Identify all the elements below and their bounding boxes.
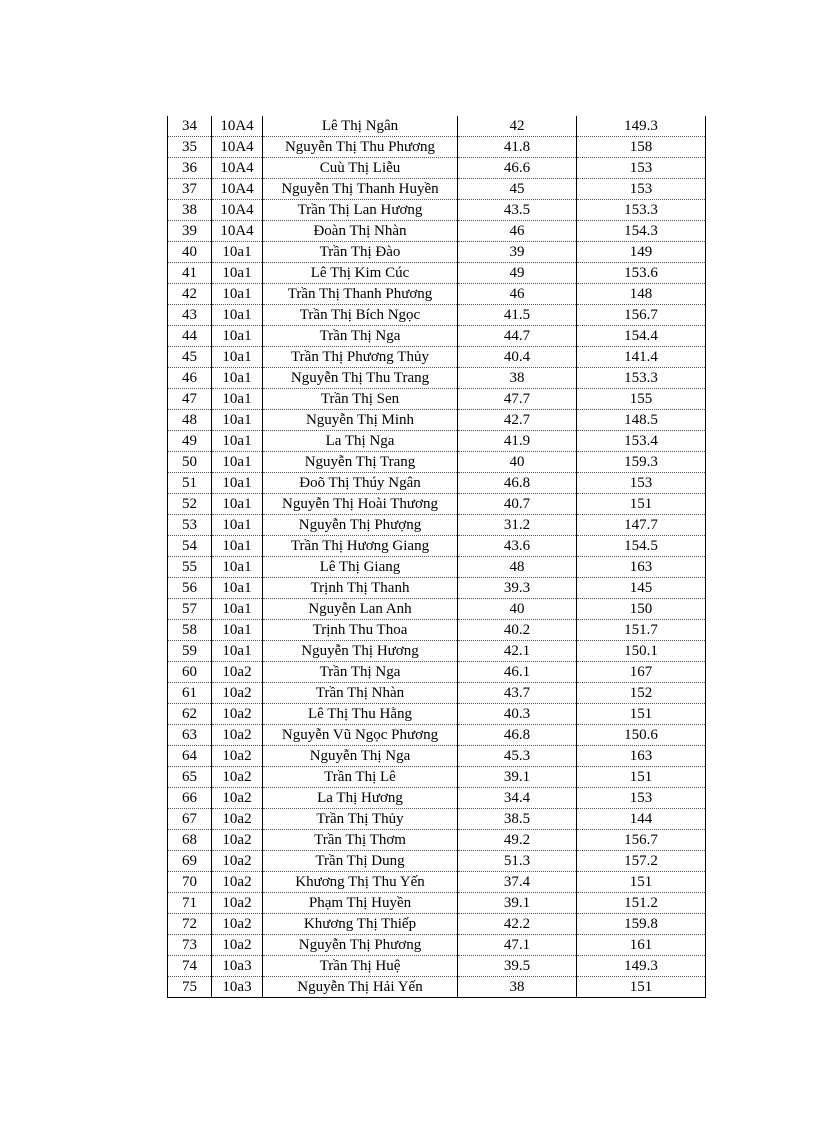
weight-cell: 42.7: [458, 410, 577, 431]
height-cell: 154.3: [577, 221, 706, 242]
row-number: 69: [168, 851, 212, 872]
class-cell: 10A4: [212, 221, 263, 242]
table-row: [168, 473, 706, 494]
class-cell: 10a2: [212, 662, 263, 683]
row-number: 62: [168, 704, 212, 725]
height-cell: 153: [577, 158, 706, 179]
name-cell: Trần Thị Đào: [263, 242, 458, 263]
weight-cell: 46.6: [458, 158, 577, 179]
class-cell: 10A4: [212, 158, 263, 179]
table-row: [168, 578, 706, 599]
height-cell: 163: [577, 557, 706, 578]
table-row: [168, 935, 706, 956]
height-cell: 159.3: [577, 452, 706, 473]
weight-cell: 40.3: [458, 704, 577, 725]
table-row: [168, 725, 706, 746]
name-cell: Trần Thị Nhàn: [263, 683, 458, 704]
row-number: 70: [168, 872, 212, 893]
height-cell: 149.3: [577, 116, 706, 137]
name-cell: Trần Thị Hương Giang: [263, 536, 458, 557]
class-cell: 10A4: [212, 137, 263, 158]
table-row: [168, 746, 706, 767]
height-cell: 144: [577, 809, 706, 830]
class-cell: 10a2: [212, 851, 263, 872]
table-row: [168, 431, 706, 452]
class-cell: 10a2: [212, 893, 263, 914]
weight-cell: 49: [458, 263, 577, 284]
name-cell: Phạm Thị Huyền: [263, 893, 458, 914]
row-number: 74: [168, 956, 212, 977]
weight-cell: 43.5: [458, 200, 577, 221]
weight-cell: 46.8: [458, 473, 577, 494]
table-row: [168, 893, 706, 914]
weight-cell: 39.5: [458, 956, 577, 977]
height-cell: 153.3: [577, 368, 706, 389]
weight-cell: 41.8: [458, 137, 577, 158]
name-cell: Trần Thị Nga: [263, 326, 458, 347]
weight-cell: 42.1: [458, 641, 577, 662]
name-cell: Trần Thị Phương Thủy: [263, 347, 458, 368]
table-row: [168, 242, 706, 263]
table-row: [168, 851, 706, 872]
height-cell: 148.5: [577, 410, 706, 431]
height-cell: 150.1: [577, 641, 706, 662]
height-cell: 153.4: [577, 431, 706, 452]
row-number: 52: [168, 494, 212, 515]
height-cell: 153.6: [577, 263, 706, 284]
table-row: [168, 326, 706, 347]
weight-cell: 39.1: [458, 767, 577, 788]
table-row: [168, 179, 706, 200]
table-row: [168, 620, 706, 641]
height-cell: 154.4: [577, 326, 706, 347]
table-row: [168, 683, 706, 704]
row-number: 40: [168, 242, 212, 263]
row-number: 34: [168, 116, 212, 137]
class-cell: 10a1: [212, 452, 263, 473]
name-cell: Trần Thị Bích Ngọc: [263, 305, 458, 326]
row-number: 53: [168, 515, 212, 536]
weight-cell: 45.3: [458, 746, 577, 767]
name-cell: Nguyễn Thị Hải Yến: [263, 977, 458, 998]
table-row: [168, 914, 706, 935]
row-number: 65: [168, 767, 212, 788]
height-cell: 151.7: [577, 620, 706, 641]
weight-cell: 47.7: [458, 389, 577, 410]
height-cell: 149: [577, 242, 706, 263]
weight-cell: 39.3: [458, 578, 577, 599]
row-number: 39: [168, 221, 212, 242]
height-cell: 150: [577, 599, 706, 620]
row-number: 51: [168, 473, 212, 494]
name-cell: Trần Thị Thơm: [263, 830, 458, 851]
weight-cell: 44.7: [458, 326, 577, 347]
row-number: 58: [168, 620, 212, 641]
class-cell: 10a1: [212, 620, 263, 641]
class-cell: 10a1: [212, 347, 263, 368]
table-row: [168, 347, 706, 368]
class-cell: 10a1: [212, 536, 263, 557]
height-cell: 159.8: [577, 914, 706, 935]
class-cell: 10A4: [212, 179, 263, 200]
height-cell: 163: [577, 746, 706, 767]
row-number: 59: [168, 641, 212, 662]
weight-cell: 40.7: [458, 494, 577, 515]
row-number: 35: [168, 137, 212, 158]
row-number: 55: [168, 557, 212, 578]
class-cell: 10a2: [212, 788, 263, 809]
class-cell: 10a2: [212, 767, 263, 788]
name-cell: Đoàn Thị Nhàn: [263, 221, 458, 242]
name-cell: Trần Thị Lan Hương: [263, 200, 458, 221]
table-row: [168, 557, 706, 578]
class-cell: 10a1: [212, 242, 263, 263]
weight-cell: 40.2: [458, 620, 577, 641]
height-cell: 149.3: [577, 956, 706, 977]
table-row: [168, 452, 706, 473]
weight-cell: 40.4: [458, 347, 577, 368]
row-number: 43: [168, 305, 212, 326]
table-row: [168, 830, 706, 851]
table-row: [168, 137, 706, 158]
row-number: 60: [168, 662, 212, 683]
height-cell: 153: [577, 179, 706, 200]
height-cell: 167: [577, 662, 706, 683]
row-number: 41: [168, 263, 212, 284]
class-cell: 10a1: [212, 641, 263, 662]
row-number: 63: [168, 725, 212, 746]
weight-cell: 41.5: [458, 305, 577, 326]
weight-cell: 47.1: [458, 935, 577, 956]
class-cell: 10a2: [212, 725, 263, 746]
height-cell: 151.2: [577, 893, 706, 914]
name-cell: Nguyễn Thị Thu Trang: [263, 368, 458, 389]
row-number: 45: [168, 347, 212, 368]
table-row: [168, 767, 706, 788]
class-cell: 10a1: [212, 284, 263, 305]
row-number: 64: [168, 746, 212, 767]
class-cell: 10a1: [212, 578, 263, 599]
row-number: 46: [168, 368, 212, 389]
name-cell: Lê Thị Giang: [263, 557, 458, 578]
row-number: 67: [168, 809, 212, 830]
name-cell: Lê Thị Ngân: [263, 116, 458, 137]
name-cell: Khương Thị Thu Yến: [263, 872, 458, 893]
name-cell: Nguyễn Thị Phượng: [263, 515, 458, 536]
name-cell: Khương Thị Thiếp: [263, 914, 458, 935]
name-cell: Trần Thị Nga: [263, 662, 458, 683]
height-cell: 157.2: [577, 851, 706, 872]
class-cell: 10a1: [212, 599, 263, 620]
class-cell: 10a3: [212, 956, 263, 977]
table-row: [168, 494, 706, 515]
row-number: 54: [168, 536, 212, 557]
table-row: [168, 788, 706, 809]
height-cell: 153.3: [577, 200, 706, 221]
class-cell: 10a1: [212, 389, 263, 410]
row-number: 68: [168, 830, 212, 851]
row-number: 48: [168, 410, 212, 431]
name-cell: Trần Thị Lê: [263, 767, 458, 788]
row-number: 36: [168, 158, 212, 179]
table-row: [168, 221, 706, 242]
name-cell: Lê Thị Kim Cúc: [263, 263, 458, 284]
row-number: 72: [168, 914, 212, 935]
table-row: [168, 200, 706, 221]
weight-cell: 37.4: [458, 872, 577, 893]
class-cell: 10a1: [212, 494, 263, 515]
height-cell: 151: [577, 872, 706, 893]
row-number: 47: [168, 389, 212, 410]
weight-cell: 31.2: [458, 515, 577, 536]
weight-cell: 38.5: [458, 809, 577, 830]
table-row: [168, 809, 706, 830]
weight-cell: 40: [458, 599, 577, 620]
name-cell: Trịnh Thu Thoa: [263, 620, 458, 641]
name-cell: Đoõ Thị Thúy Ngân: [263, 473, 458, 494]
height-cell: 155: [577, 389, 706, 410]
height-cell: 153: [577, 788, 706, 809]
name-cell: Nguyễn Thị Trang: [263, 452, 458, 473]
table-row: [168, 599, 706, 620]
weight-cell: 34.4: [458, 788, 577, 809]
height-cell: 151: [577, 704, 706, 725]
class-cell: 10a1: [212, 263, 263, 284]
class-cell: 10a1: [212, 557, 263, 578]
table-row: [168, 116, 706, 137]
row-number: 49: [168, 431, 212, 452]
height-cell: 154.5: [577, 536, 706, 557]
class-cell: 10A4: [212, 116, 263, 137]
table-row: [168, 305, 706, 326]
class-cell: 10A4: [212, 200, 263, 221]
row-number: 37: [168, 179, 212, 200]
row-number: 71: [168, 893, 212, 914]
weight-cell: 46: [458, 284, 577, 305]
name-cell: Cuù Thị Liễu: [263, 158, 458, 179]
height-cell: 147.7: [577, 515, 706, 536]
name-cell: Nguyễn Thị Thu Phương: [263, 137, 458, 158]
table-row: [168, 515, 706, 536]
row-number: 56: [168, 578, 212, 599]
class-cell: 10a3: [212, 977, 263, 998]
row-number: 61: [168, 683, 212, 704]
height-cell: 145: [577, 578, 706, 599]
weight-cell: 38: [458, 368, 577, 389]
class-cell: 10a1: [212, 473, 263, 494]
class-cell: 10a2: [212, 704, 263, 725]
weight-cell: 39: [458, 242, 577, 263]
table-row: [168, 872, 706, 893]
height-cell: 158: [577, 137, 706, 158]
height-cell: 156.7: [577, 830, 706, 851]
class-cell: 10a2: [212, 830, 263, 851]
class-cell: 10a1: [212, 368, 263, 389]
row-number: 73: [168, 935, 212, 956]
table-row: [168, 662, 706, 683]
height-cell: 151: [577, 767, 706, 788]
class-cell: 10a2: [212, 914, 263, 935]
name-cell: Trịnh Thị Thanh: [263, 578, 458, 599]
name-cell: Trần Thị Huệ: [263, 956, 458, 977]
height-cell: 151: [577, 494, 706, 515]
name-cell: Trần Thị Dung: [263, 851, 458, 872]
weight-cell: 49.2: [458, 830, 577, 851]
weight-cell: 51.3: [458, 851, 577, 872]
row-number: 66: [168, 788, 212, 809]
height-cell: 148: [577, 284, 706, 305]
height-cell: 150.6: [577, 725, 706, 746]
table-row: [168, 410, 706, 431]
class-cell: 10a1: [212, 515, 263, 536]
name-cell: Lê Thị Thu Hằng: [263, 704, 458, 725]
row-number: 42: [168, 284, 212, 305]
name-cell: La Thị Nga: [263, 431, 458, 452]
table-row: [168, 704, 706, 725]
class-cell: 10a2: [212, 746, 263, 767]
name-cell: Nguyễn Thị Nga: [263, 746, 458, 767]
height-cell: 152: [577, 683, 706, 704]
student-table: [167, 116, 706, 998]
row-number: 44: [168, 326, 212, 347]
height-cell: 161: [577, 935, 706, 956]
class-cell: 10a2: [212, 683, 263, 704]
class-cell: 10a1: [212, 431, 263, 452]
class-cell: 10a2: [212, 809, 263, 830]
table-row: [168, 956, 706, 977]
weight-cell: 45: [458, 179, 577, 200]
table-row: [168, 368, 706, 389]
row-number: 57: [168, 599, 212, 620]
name-cell: Trần Thị Thanh Phương: [263, 284, 458, 305]
height-cell: 151: [577, 977, 706, 998]
weight-cell: 39.1: [458, 893, 577, 914]
weight-cell: 48: [458, 557, 577, 578]
table-row: [168, 158, 706, 179]
table-row: [168, 641, 706, 662]
table-row: [168, 389, 706, 410]
name-cell: Trần Thị Thủy: [263, 809, 458, 830]
name-cell: Nguyễn Lan Anh: [263, 599, 458, 620]
name-cell: Nguyễn Thị Hương: [263, 641, 458, 662]
class-cell: 10a2: [212, 935, 263, 956]
name-cell: Nguyễn Thị Hoài Thương: [263, 494, 458, 515]
name-cell: Nguyễn Vũ Ngọc Phương: [263, 725, 458, 746]
weight-cell: 41.9: [458, 431, 577, 452]
class-cell: 10a1: [212, 305, 263, 326]
class-cell: 10a1: [212, 326, 263, 347]
weight-cell: 38: [458, 977, 577, 998]
class-cell: 10a2: [212, 872, 263, 893]
weight-cell: 40: [458, 452, 577, 473]
row-number: 75: [168, 977, 212, 998]
weight-cell: 42.2: [458, 914, 577, 935]
weight-cell: 46: [458, 221, 577, 242]
height-cell: 141.4: [577, 347, 706, 368]
name-cell: La Thị Hương: [263, 788, 458, 809]
weight-cell: 43.6: [458, 536, 577, 557]
name-cell: Nguyễn Thị Phương: [263, 935, 458, 956]
height-cell: 153: [577, 473, 706, 494]
table-row: [168, 977, 706, 998]
weight-cell: 42: [458, 116, 577, 137]
table-row: [168, 284, 706, 305]
class-cell: 10a1: [212, 410, 263, 431]
height-cell: 156.7: [577, 305, 706, 326]
weight-cell: 46.1: [458, 662, 577, 683]
table-row: [168, 263, 706, 284]
name-cell: Nguyễn Thị Thanh Huyền: [263, 179, 458, 200]
row-number: 38: [168, 200, 212, 221]
row-number: 50: [168, 452, 212, 473]
name-cell: Nguyễn Thị Minh: [263, 410, 458, 431]
table-row: [168, 536, 706, 557]
weight-cell: 46.8: [458, 725, 577, 746]
weight-cell: 43.7: [458, 683, 577, 704]
name-cell: Trần Thị Sen: [263, 389, 458, 410]
